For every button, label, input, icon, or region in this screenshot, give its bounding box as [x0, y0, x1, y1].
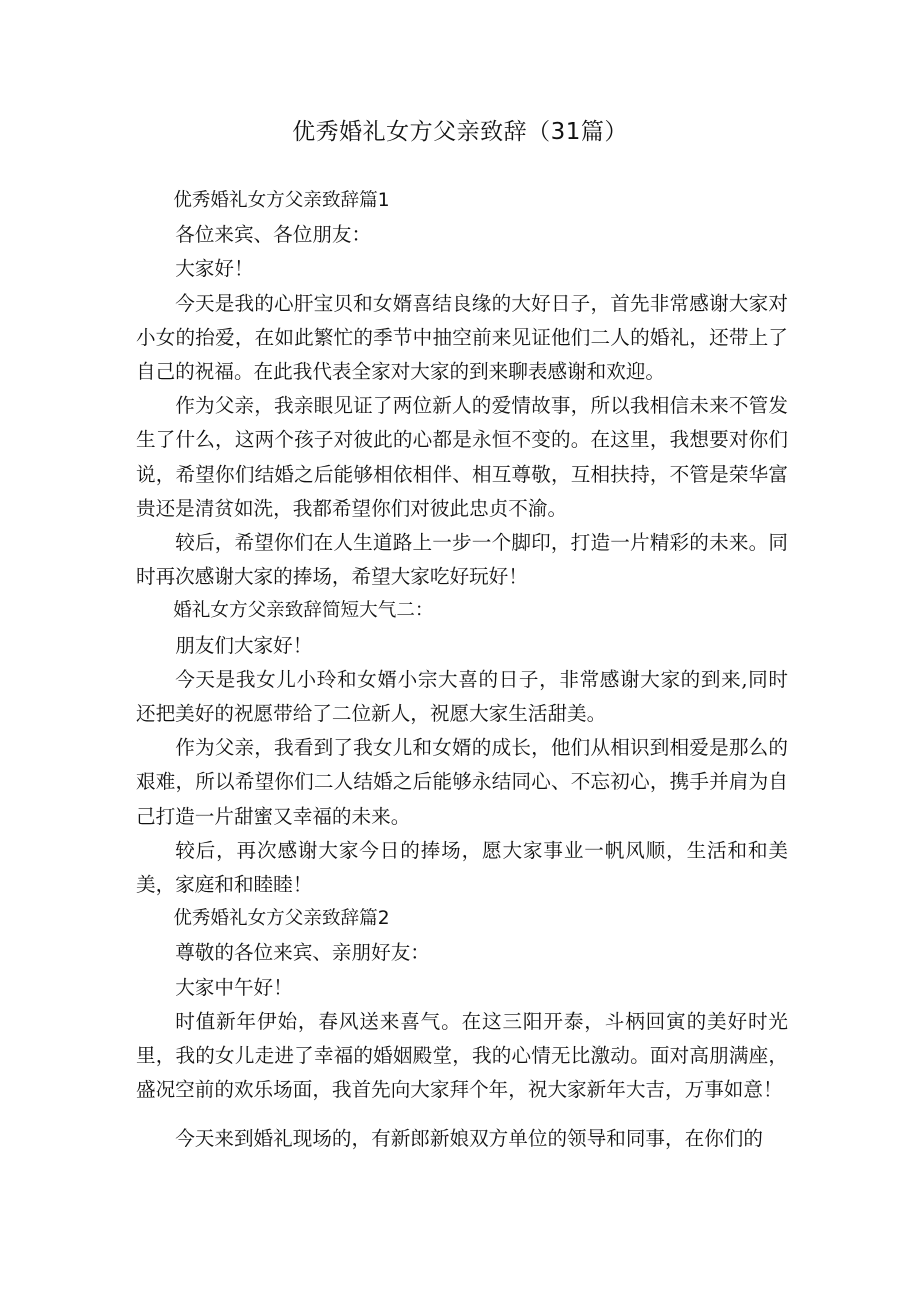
paragraph: 今天是我的心肝宝贝和女婿喜结良缘的大好日子，首先非常感谢大家对小女的抬爱，在如此繁忙的季节中抽空前来见证他们二人的婚礼，还带上了自己的祝福。在此我代表全家对大家的到来聊表感谢和欢迎。	[136, 291, 788, 384]
paragraph: 大家中午好！	[175, 975, 293, 999]
paragraph: 作为父亲，我亲眼见证了两位新人的爱情故事，所以我相信未来不管发生了什么，这两个孩子对彼此的心都是永恒不变的。在这里，我想要对你们说，希望你们结婚之后能够相依相伴、相互尊敬，互相扶持，不管是荣华富贵还是清贫如洗，我都希望你们对彼此忠贞不渝。	[136, 394, 788, 520]
paragraph: 较后，再次感谢大家今日的捧场，愿大家事业一帆风顺，生活和和美美，家庭和和睦睦！	[136, 838, 788, 897]
paragraph: 各位来宾、各位朋友：	[175, 223, 372, 247]
paragraph: 今天是我女儿小玲和女婿小宗大喜的日子，非常感谢大家的到来,同时还把美好的祝愿带给了二位新人，祝愿大家生活甜美。	[136, 667, 788, 726]
paragraph: 尊敬的各位来宾、亲朋好友：	[175, 941, 430, 965]
paragraph: 时值新年伊始，春风送来喜气。在这三阳开泰，斗柄回寅的美好时光里，我的女儿走进了幸福的婚姻殿堂，我的心情无比激动。面对高朋满座，盛况空前的欢乐场面，我首先向大家拜个年，祝大家新年大吉，万事如意！	[136, 1009, 788, 1102]
paragraph: 今天来到婚礼现场的，有新郎新娘双方单位的领导和同事，在你们的	[175, 1127, 763, 1151]
section-heading: 优秀婚礼女方父亲致辞篇1	[173, 190, 390, 211]
section-heading: 婚礼女方父亲致辞简短大气二：	[173, 600, 434, 622]
document-title: 优秀婚礼女方父亲致辞（31篇）	[292, 119, 628, 145]
paragraph: 朋友们大家好！	[175, 633, 313, 657]
paragraph: 作为父亲，我看到了我女儿和女婿的成长，他们从相识到相爱是那么的艰难，所以希望你们二人结婚之后能够永结同心、不忘初心，携手并肩为自己打造一片甜蜜又幸福的未来。	[136, 736, 788, 828]
paragraph: 较后，希望你们在人生道路上一步一个脚印，打造一片精彩的未来。同时再次感谢大家的捧场，希望大家吃好玩好！	[136, 531, 788, 589]
section-heading: 优秀婚礼女方父亲致辞篇2	[173, 908, 390, 930]
document-body	[136, 184, 788, 1157]
paragraph: 大家好！	[175, 257, 254, 281]
